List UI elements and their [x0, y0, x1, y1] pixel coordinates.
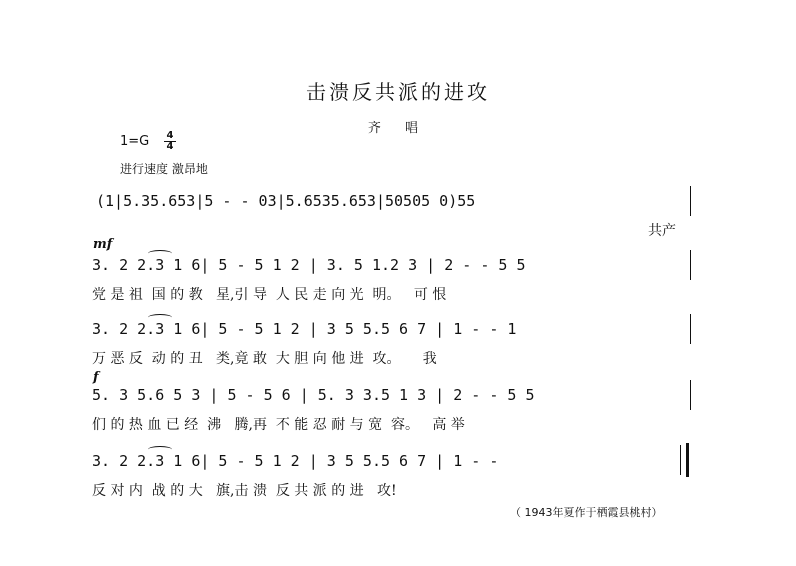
- slur-mark: [148, 250, 172, 257]
- notation-line-2: 3. 2 2.3 1 6| 5 - 5 1 2 | 3. 5 1.2 3 | 2 - - 5 5: [92, 256, 526, 274]
- final-barline: [686, 443, 689, 477]
- barline: [680, 445, 681, 475]
- notation-line-5: 3. 2 2.3 1 6| 5 - 5 1 2 | 3 5 5.5 6 7 | 1 - -: [92, 452, 499, 470]
- barline: [690, 186, 691, 216]
- tempo-marking: 进行速度 激昂地: [120, 162, 208, 176]
- barline: [690, 314, 691, 344]
- lyrics-line-4: 们 的 热 血 已 经 沸 腾,再 不 能 忍 耐 与 宽 容。 高 举: [92, 417, 465, 433]
- notation-line-4: 5. 3 5.6 5 3 | 5 - 5 6 | 5. 3 3.5 1 3 | 2 - - 5 5: [92, 386, 535, 404]
- lyrics-line-1: 共产: [648, 223, 676, 239]
- key-signature: 1=G: [120, 134, 150, 149]
- time-signature-top: 4: [164, 131, 176, 142]
- notation-line-1: (1|5.35.653|5 - - 03|5.6535.653|50505 0)55: [96, 192, 476, 210]
- barline: [690, 250, 691, 280]
- lyrics-line-2: 党 是 祖 国 的 教 星,引 导 人 民 走 向 光 明。 可 恨: [92, 287, 447, 303]
- slur-mark: [148, 446, 172, 453]
- barline: [690, 380, 691, 410]
- song-title: 击溃反共派的进攻: [306, 80, 490, 104]
- lyrics-line-3: 万 恶 反 动 的 丑 类,竟 敢 大 胆 向 他 进 攻。 我: [92, 351, 437, 367]
- slur-mark: [148, 314, 172, 321]
- notation-line-3: 3. 2 2.3 1 6| 5 - 5 1 2 | 3 5 5.5 6 7 | 1 - - 1: [92, 320, 517, 338]
- dynamic-f: f: [93, 370, 99, 385]
- lyrics-line-5: 反 对 内 战 的 大 旗,击 溃 反 共 派 的 进 攻!: [92, 483, 397, 499]
- time-signature-bottom: 4: [166, 141, 174, 152]
- composition-note: （ 1943年夏作于栖霞县桃村）: [510, 506, 663, 519]
- dynamic-mf: mf: [93, 237, 113, 252]
- time-signature: [164, 131, 176, 152]
- performance-style: 齐 唱: [367, 121, 429, 136]
